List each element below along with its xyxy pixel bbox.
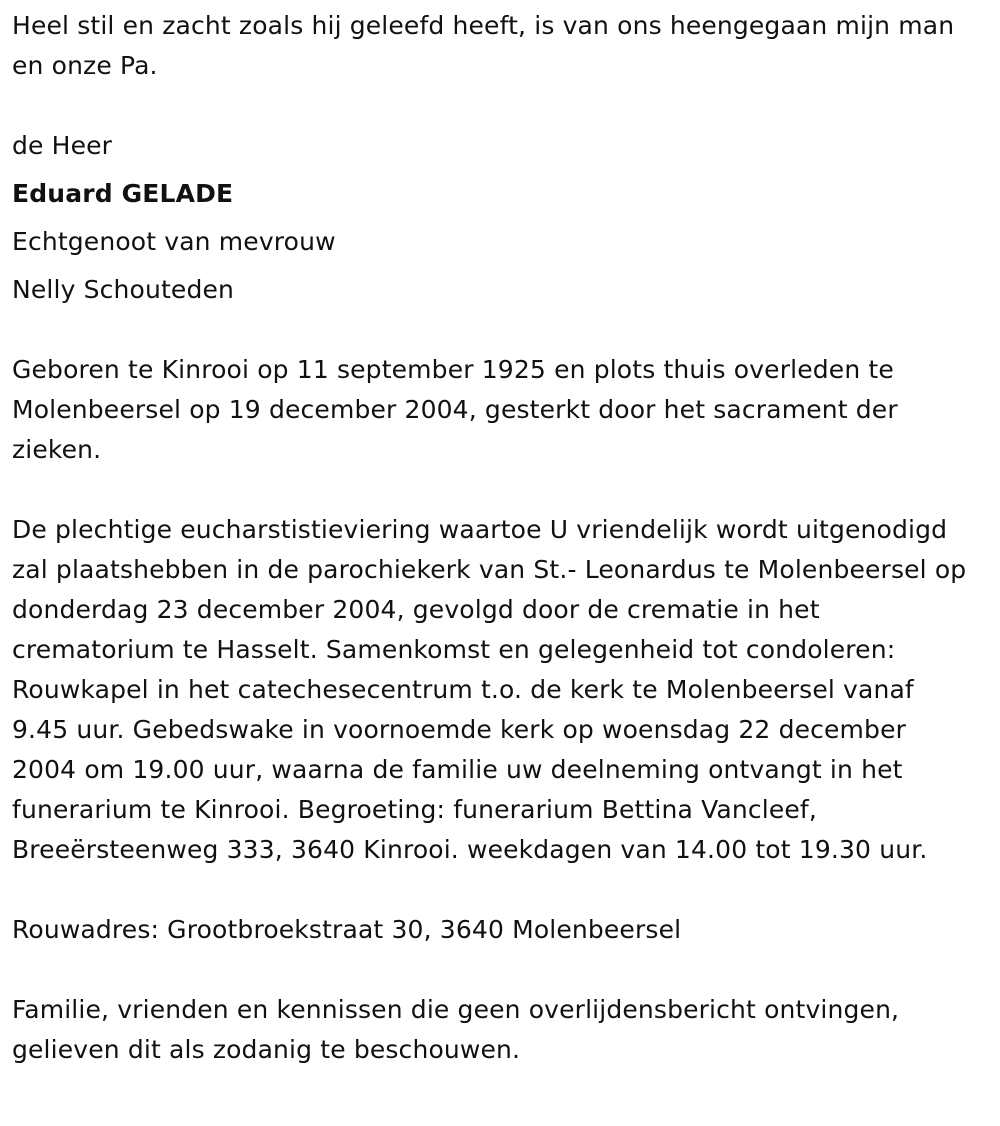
- spouse-line-1: Echtgenoot van mevrouw: [12, 227, 336, 256]
- birth-death-paragraph: Geboren te Kinrooi op 11 september 1925 en plots thuis overleden te Molenbeersel op 19 december 2004, gesterkt door het sacrament der zieken.: [12, 355, 898, 464]
- ceremony-paragraph: De plechtige eucharstistieviering waartoe U vriendelijk wordt uitgenodigd zal plaatshebben in de parochiekerk van St.- Leonardus te Molenbeersel op donderdag 23 december 2004, gevolgd door de crematie in het crematorium te Hasselt. Samenkomst en gelegenheid tot condoleren: Rouwkapel in het catechesecentrum t.o. de kerk te Molenbeersel vanaf 9.45 uur. Gebedswake in voornoemde kerk op woensdag 22 december 2004 om 19.00 uur, waarna de familie uw deelneming ontvangt in het funerarium te Kinrooi. Begroeting: funerarium Bettina Vancleef, Breeërsteenweg 333, 3640 Kinrooi. weekdagen van 14.00 tot 19.30 uur.: [12, 515, 967, 864]
- spouse-line-2: Nelly Schouteden: [12, 275, 234, 304]
- mourning-address: Rouwadres: Grootbroekstraat 30, 3640 Molenbeersel: [12, 915, 682, 944]
- title-prefix: de Heer: [12, 131, 113, 160]
- intro-paragraph: Heel stil en zacht zoals hij geleefd heeft, is van ons heengegaan mijn man en onze Pa.: [12, 11, 955, 80]
- deceased-name: Eduard GELADE: [12, 179, 234, 208]
- closing-paragraph: Familie, vrienden en kennissen die geen overlijdensbericht ontvingen, gelieven dit als zodanig te beschouwen.: [12, 995, 900, 1064]
